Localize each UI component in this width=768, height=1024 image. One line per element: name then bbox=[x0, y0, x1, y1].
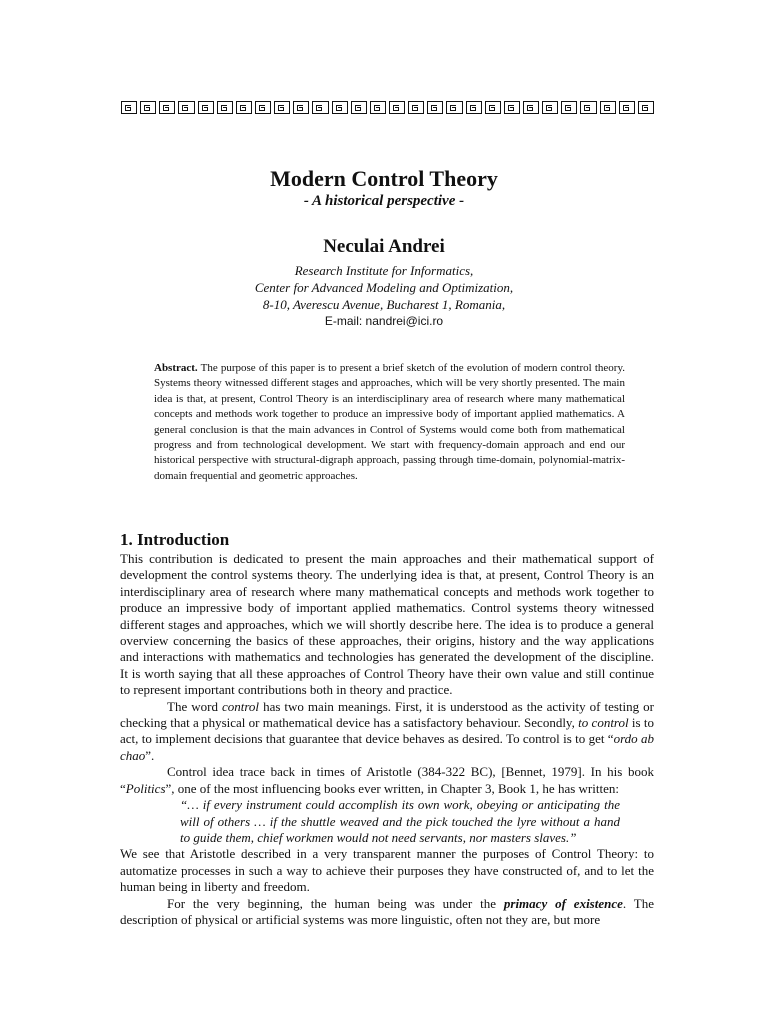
paragraph bbox=[120, 699, 654, 765]
abstract bbox=[154, 361, 625, 484]
text-run: Control idea trace back in times of Aristotle (384-322 BC), [Bennet, 1979]. In his book “ bbox=[120, 764, 654, 796]
decorative-border bbox=[121, 101, 654, 116]
emphasis: to control bbox=[578, 715, 629, 731]
border-tile bbox=[217, 101, 233, 114]
border-tile bbox=[274, 101, 290, 114]
border-tile bbox=[638, 101, 654, 114]
affiliation-line: Research Institute for Informatics, bbox=[294, 263, 474, 278]
border-tile bbox=[600, 101, 616, 114]
affiliation-line: 8-10, Averescu Avenue, Bucharest 1, Romania, bbox=[262, 297, 506, 312]
border-tile bbox=[427, 101, 443, 114]
paragraph: We see that Aristotle described in a very transparent manner the purposes of Control Theory: to automatize processes in such a way to achieve their purposes they have constructed of, and to let the human being in liberty and freedom. bbox=[120, 846, 654, 895]
paragraph bbox=[120, 896, 654, 929]
border-tile bbox=[446, 101, 462, 114]
border-tile bbox=[121, 101, 137, 114]
text-run: has two main meanings. First, it is understood as the activity of testing or checking that a physical or mathematical device has a satisfactory behaviour. Secondly, bbox=[120, 698, 654, 731]
emphasis: control bbox=[221, 698, 260, 714]
border-tile bbox=[293, 101, 309, 114]
emphasis: Politics bbox=[125, 780, 166, 796]
text-run: is to act, to implement decisions that guarantee that device behaves as desired. To control is to get “ bbox=[120, 715, 654, 747]
section-heading: 1. Introduction bbox=[120, 530, 230, 549]
border-tile bbox=[466, 101, 482, 114]
border-tile bbox=[542, 101, 558, 114]
border-tile bbox=[255, 101, 271, 114]
author-email[interactable]: E-mail: nandrei@ici.ro bbox=[324, 314, 444, 328]
abstract-label: Abstract. bbox=[154, 362, 198, 374]
emphasis: ordo ab chao bbox=[120, 731, 655, 763]
border-tile bbox=[178, 101, 194, 114]
block-quote: “… if every instrument could accomplish its own work, obeying or anticipating the will of others … if the shuttle weaved and the pick touched the lyre without a hand to guide them, chief workmen would not need servants, nor masters slaves.” bbox=[180, 797, 620, 845]
paragraph bbox=[120, 764, 654, 797]
border-tile bbox=[236, 101, 252, 114]
border-tile bbox=[370, 101, 386, 114]
border-tile bbox=[580, 101, 596, 114]
border-tile bbox=[619, 101, 635, 114]
text-run: The word bbox=[167, 698, 222, 714]
affiliation-line: Center for Advanced Modeling and Optimization, bbox=[254, 280, 514, 295]
border-tile bbox=[389, 101, 405, 114]
border-tile bbox=[198, 101, 214, 114]
border-tile bbox=[351, 101, 367, 114]
border-tile bbox=[408, 101, 424, 114]
paper-subtitle: - A historical perspective - bbox=[303, 193, 465, 209]
strong-emphasis: primacy of existence bbox=[503, 895, 623, 911]
border-tile bbox=[312, 101, 328, 114]
text-run: For the very beginning, the human being was under the bbox=[167, 895, 504, 911]
author-name: Neculai Andrei bbox=[323, 236, 445, 257]
border-tile bbox=[561, 101, 577, 114]
border-tile bbox=[523, 101, 539, 114]
text-run: ”. bbox=[145, 747, 155, 763]
paper-title: Modern Control Theory bbox=[270, 166, 498, 191]
text-run: . The description of physical or artificial systems was more linguistic, often not they are, but more bbox=[120, 895, 654, 927]
affiliation bbox=[0, 262, 768, 330]
border-tile bbox=[159, 101, 175, 114]
section-body bbox=[120, 551, 654, 928]
border-tile bbox=[485, 101, 501, 114]
abstract-text: The purpose of this paper is to present a brief sketch of the evolution of modern control theory. Systems theory witnessed different stages and approaches, which will be very shortly presented. The main idea is that, at present, Control Theory is an interdisciplinary area of research where many mathematical concepts and methods work together to produce an impressive body of important applied mathematics. A general conclusion is that the main advances in Control of Systems would come both from mathematical progress and from technological development. We start with frequency-domain approach and end our historical perspective with structural-digraph approach, passing through time-domain, polynomial-matrix-domain frequential and geometric approaches. bbox=[154, 362, 625, 482]
border-tile bbox=[140, 101, 156, 114]
paragraph: This contribution is dedicated to present the main approaches and their mathematical support of development the control systems theory. The underlying idea is that, at present, Control Theory is an interdisciplinary area of research where many mathematical concepts and methods work together to produce an impressive body of important applied mathematics. Control systems theory witnessed different stages and approaches, which we will shortly describe here. The idea is to produce a general overview concerning the basics of these approaches, their origins, history and the way applications and interactions with mathematics and technologies has generated the development of the discipline. It is worth saying that all these approaches of Control Theory have their own value and still continue to represent important contributions both in theory and practice. bbox=[120, 551, 654, 698]
border-tile bbox=[332, 101, 348, 114]
text-run: ”, one of the most influencing books ever written, in Chapter 3, Book 1, he has written: bbox=[165, 780, 619, 796]
border-tile bbox=[504, 101, 520, 114]
